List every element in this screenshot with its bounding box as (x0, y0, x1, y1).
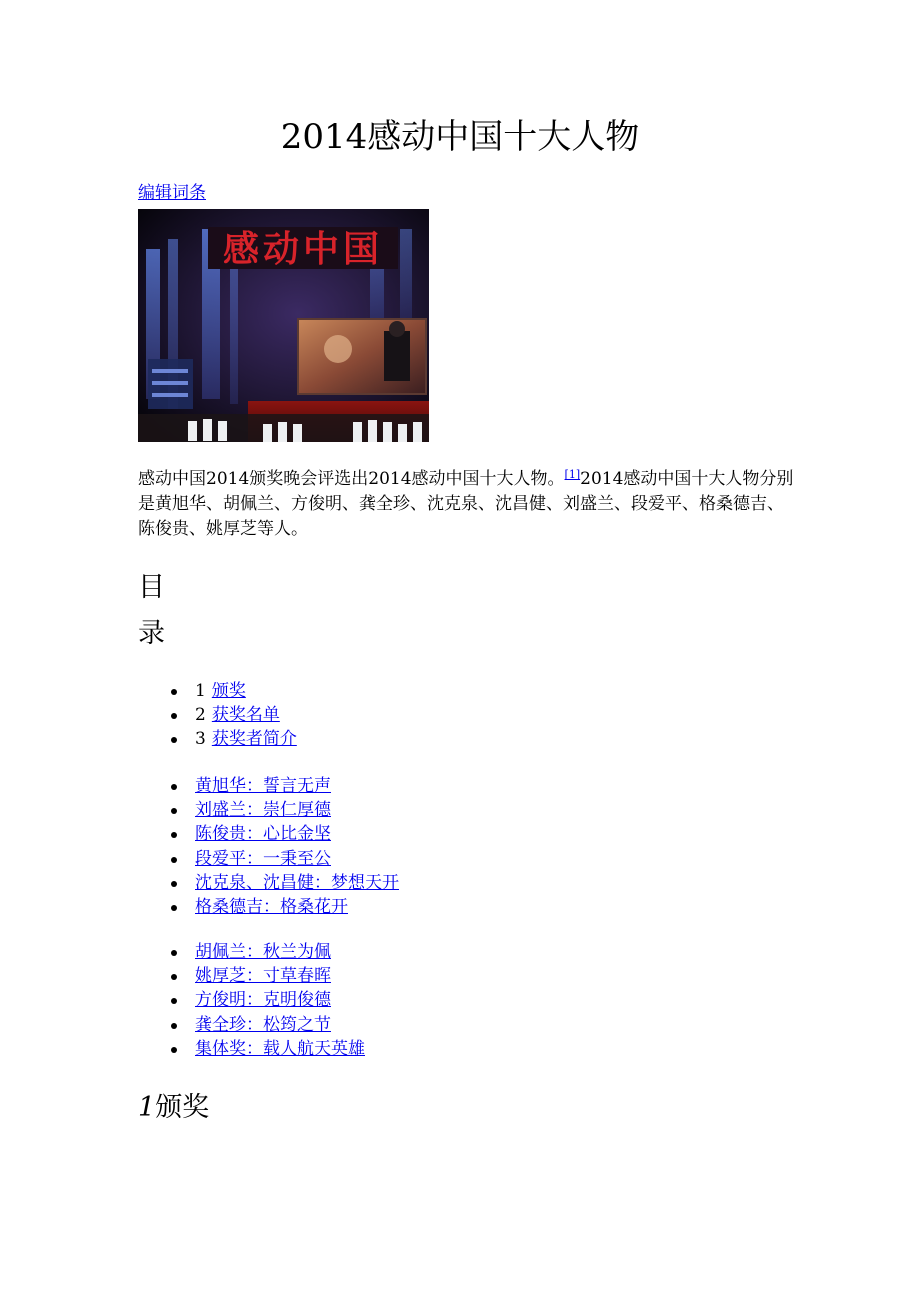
ceremony-stage-photo (138, 209, 429, 442)
toc-item (138, 703, 297, 727)
toc-item (138, 679, 297, 703)
section-heading-awards (138, 1088, 209, 1128)
toc-link-winner-profiles[interactable]: 获奖者简介 (211, 729, 297, 750)
toc-main-list (138, 679, 297, 752)
profile-link[interactable]: 胡佩兰：秋兰为佩 (195, 942, 331, 962)
stage-sign-text: 感动中国 (222, 228, 384, 270)
reference-1-link[interactable]: [1] (564, 468, 581, 481)
intro-text-part2: 2014感动中国十大人物分别是黄旭华、胡佩兰、方俊明、龚全珍、沈克泉、沈昌健、刘盛兰、段爱平、格桑德吉、陈俊贵、姚厚芝等人。 (138, 469, 794, 539)
list-item (138, 1013, 365, 1037)
list-item (138, 871, 399, 895)
toc-profiles-list-a (138, 774, 399, 919)
toc-item (138, 727, 297, 751)
list-item (138, 1037, 365, 1061)
profile-link[interactable]: 沈克泉、沈昌健：梦想天开 (195, 872, 399, 893)
section-title: 颁奖 (155, 1092, 210, 1123)
list-item (138, 847, 399, 871)
profile-link[interactable]: 龚全珍：松筠之节 (195, 1014, 331, 1035)
list-item (138, 774, 399, 798)
profile-link[interactable]: 姚厚芝：寸草春晖 (195, 966, 331, 987)
list-item (138, 964, 365, 988)
list-item (138, 895, 399, 919)
list-item (138, 940, 365, 964)
profile-link[interactable]: 黄旭华：誓言无声 (195, 776, 331, 796)
profile-link[interactable]: 陈俊贵：心比金坚 (195, 824, 331, 845)
toc-profiles-list-b (138, 940, 365, 1061)
list-item (138, 988, 365, 1012)
section-number: 1 (138, 1092, 156, 1123)
page-title: 2014感动中国十大人物 (280, 117, 640, 157)
list-item (138, 822, 399, 846)
toc-link-awards[interactable]: 颁奖 (211, 681, 246, 701)
toc-item-number: 3 (195, 729, 206, 750)
profile-link[interactable]: 刘盛兰：崇仁厚德 (195, 800, 331, 821)
profile-link[interactable]: 方俊明：克明俊德 (195, 990, 331, 1011)
toc-link-winners-list[interactable]: 获奖名单 (211, 705, 280, 726)
toc-item-number: 2 (195, 705, 206, 726)
profile-link[interactable]: 格桑德吉：格桑花开 (195, 897, 348, 918)
toc-title: 目录 (138, 572, 165, 649)
intro-paragraph (138, 467, 798, 542)
intro-text-part1: 感动中国2014颁奖晚会评选出2014感动中国十大人物。 (138, 469, 565, 489)
profile-link[interactable]: 段爱平：一秉至公 (195, 848, 331, 869)
edit-entry-link[interactable]: 编辑词条 (138, 183, 206, 203)
toc-item-number: 1 (195, 681, 206, 701)
profile-link[interactable]: 集体奖：载人航天英雄 (195, 1038, 365, 1059)
list-item (138, 798, 399, 822)
